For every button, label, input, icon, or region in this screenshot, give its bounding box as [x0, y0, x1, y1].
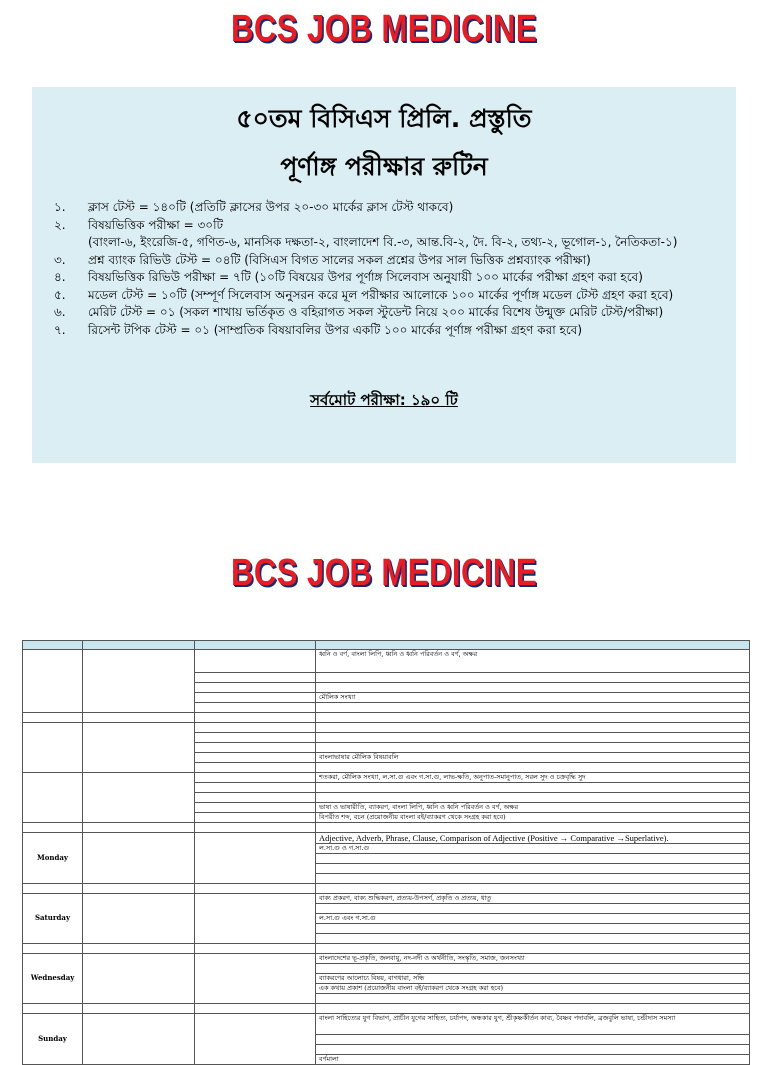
table-cell	[195, 753, 316, 763]
day-sunday: Sunday	[23, 1014, 83, 1065]
routine-table	[22, 640, 750, 1065]
table-cell	[23, 650, 83, 713]
table-row	[23, 944, 750, 954]
panel-title-line1: ৫০তম বিসিএস প্রিলি. প্রস্তুতি	[236, 104, 532, 133]
table-cell	[195, 733, 316, 743]
table-cell	[316, 673, 750, 683]
table-cell	[316, 904, 750, 914]
table-cell	[316, 641, 750, 650]
table-cell	[195, 823, 316, 833]
brand-banner-bottom: BCS JOB MEDICINE	[230, 552, 538, 594]
day-saturday: Saturday	[23, 894, 83, 944]
table-row	[23, 894, 750, 904]
table-cell	[195, 954, 316, 1004]
table-cell	[83, 641, 195, 650]
table-cell	[316, 1004, 750, 1014]
table-cell	[195, 1014, 316, 1065]
list-item: ৭. রিসেন্ট টপিক টেস্ট = ০১ (সাম্প্রতিক বিষয়াবলির উপর একটি ১০০ মার্কের পূর্ণাঙ্গ পরীক্ষা গ্রহণ করা হবে)	[54, 322, 583, 337]
table-row	[23, 833, 750, 844]
table-cell	[316, 783, 750, 793]
table-cell	[195, 894, 316, 944]
table-cell	[195, 803, 316, 813]
table-cell	[83, 1014, 195, 1065]
table-row	[23, 713, 750, 723]
table-cell: মৌলিক সংখ্যা	[316, 693, 750, 703]
table-cell	[195, 833, 316, 884]
table-cell	[195, 693, 316, 703]
table-cell: এক কথায় প্রকাশ (প্রয়োজনীয় বাংলা বই/ব্যাকরণ থেকে সংগ্রহ করা হবে)	[316, 984, 750, 994]
table-cell	[316, 944, 750, 954]
table-row	[23, 823, 750, 833]
table-row	[23, 1014, 750, 1035]
table-cell	[195, 703, 316, 713]
table-cell	[23, 641, 83, 650]
table-cell	[316, 1035, 750, 1045]
table-cell	[316, 823, 750, 833]
table-cell	[83, 954, 195, 1004]
table-cell	[23, 823, 83, 833]
table-cell	[83, 713, 195, 723]
table-cell	[316, 864, 750, 874]
list-item: ১. ক্লাস টেস্ট = ১৪০টি (প্রতিটি ক্লাসের উপর ২০-৩০ মার্কের ক্লাস টেস্ট থাকবে)	[54, 200, 454, 214]
table-cell	[23, 884, 83, 894]
table-cell	[195, 783, 316, 793]
table-cell	[195, 713, 316, 723]
table-cell	[195, 944, 316, 954]
table-cell	[316, 703, 750, 713]
table-cell	[195, 1004, 316, 1014]
table-cell	[316, 994, 750, 1004]
table-cell	[316, 743, 750, 753]
table-cell	[316, 854, 750, 864]
table-cell	[316, 713, 750, 723]
table-cell	[316, 1045, 750, 1055]
table-cell: ব্যাকরণের আলোচ্য বিষয়, বাগধারা, সন্ধি	[316, 974, 750, 984]
table-cell	[195, 723, 316, 733]
table-cell	[83, 650, 195, 713]
table-cell: বর্ণমালা	[316, 1055, 750, 1065]
table-cell	[195, 773, 316, 783]
table-cell	[316, 934, 750, 944]
table-row	[23, 723, 750, 733]
table-row	[23, 1004, 750, 1014]
list-item: ২. বিষয়ভিত্তিক পরীক্ষা = ৩০টি	[54, 217, 224, 232]
table-cell	[23, 944, 83, 954]
table-cell: Adjective, Adverb, Phrase, Clause, Comparison of Adjective (Positive → Comparative →Superlative).	[316, 833, 750, 844]
table-cell	[83, 1004, 195, 1014]
table-cell	[316, 763, 750, 773]
day-monday: Monday	[23, 833, 83, 884]
table-cell	[316, 924, 750, 934]
table-cell	[23, 773, 83, 823]
table-cell	[316, 884, 750, 894]
table-cell: ল.সা.গু এবং গ.সা.গু	[316, 914, 750, 924]
table-cell	[316, 683, 750, 693]
table-cell	[316, 733, 750, 743]
table-cell	[83, 894, 195, 944]
table-cell	[195, 813, 316, 823]
list-item: ৫. মডেল টেস্ট = ১০টি (সম্পূর্ণ সিলেবাস অনুসরন করে মূল পরীক্ষার আলোকে ১০০ মার্কের পূর্ণাঙ্গ মডেল টেস্ট গ্রহণ করা হবে)	[54, 287, 674, 302]
table-row	[23, 954, 750, 964]
table-row	[23, 884, 750, 894]
table-cell: বিপরীত শব্দ, বচন (প্রয়োজনীয় বাংলা বই/ব্যাকরণ থেকে সংগ্রহ করা হবে)	[316, 813, 750, 823]
table-cell: ধ্বনি ও বর্ণ, বাংলা লিপি, ধ্বনি ও ধ্বনি পরিবর্তন ও বর্ণ, অক্ষর	[316, 650, 750, 673]
table-cell: বাংলাভাষার মৌলিক বিষয়াবলি	[316, 753, 750, 763]
table-cell	[195, 673, 316, 683]
total-exams: সর্বমোট পরীক্ষা: ১৯০ টি	[310, 391, 458, 409]
table-cell	[316, 874, 750, 884]
table-cell	[195, 743, 316, 753]
brand-banner-top: BCS JOB MEDICINE	[230, 8, 538, 50]
list-item: ৬. মেরিট টেস্ট = ০১ (সকল শাখায় ভর্তিকৃত ও বহিরাগত সকল স্টুডেন্ট নিয়ে ২০০ মার্কের বিশেষ উন্মুক্ত মেরিট টেস্ট/পরীক্ষা)	[54, 305, 664, 319]
table-row	[23, 773, 750, 783]
list-item: ৪. বিষয়ভিত্তিক রিভিউ পরীক্ষা = ৭টি (১০টি বিষয়ের উপর পূর্ণাঙ্গ সিলেবাস অনুযায়ী ১০০ মার্কের পরীক্ষা গ্রহণ করা হবে)	[54, 270, 643, 284]
exam-list	[54, 199, 734, 339]
table-cell: বাংলাদেশের ভূ-প্রকৃতি, জলবায়ু, নদ-নদী ও অর্থনীতি, সংস্কৃতি, সমাজ, জনসংখ্যা	[316, 954, 750, 964]
table-cell	[23, 713, 83, 723]
table-cell	[195, 683, 316, 693]
table-cell	[83, 823, 195, 833]
table-cell	[23, 723, 83, 773]
table-cell	[83, 723, 195, 773]
table-cell: ভাষা ও ভাষারীতি, ব্যাকরণ, বাংলা লিপি, ধ্বনি ও ধ্বনি পরিবর্তন ও বর্ণ, অক্ষর	[316, 803, 750, 813]
table-cell	[316, 793, 750, 803]
table-cell	[83, 833, 195, 884]
table-cell	[83, 884, 195, 894]
table-cell: বাক্য প্রকরণ, বাক্য শুদ্ধিকরণ, প্রত্যয়-উপসর্গ, প্রকৃতি ও প্রত্যয়, ধাতু	[316, 894, 750, 904]
table-cell	[195, 650, 316, 673]
table-cell	[195, 641, 316, 650]
list-item: ৩. প্রশ্ন ব্যাংক রিভিউ টেস্ট = ০৪টি (বিসিএস বিগত সালের সকল প্রশ্নের উপর সাল ভিত্তিক প্রশ্নব্যাংক পরীক্ষা)	[54, 252, 591, 267]
list-item-breakdown: (বাংলা-৬, ইংরেজি-৫, গণিত-৬, মানসিক দক্ষতা-২, বাংলাদেশ বি.-৩, আন্ত.বি-২, দৈ. বি-২, তথ্য-২, ভূগোল-১, নৈতিকতা-১)	[88, 235, 678, 249]
table-cell	[23, 1004, 83, 1014]
table-row	[23, 650, 750, 673]
table-cell	[83, 773, 195, 823]
table-cell: শতকরা, মৌলিক সংখ্যা, ল.সা.গু এবং গ.সা.গু, লাভ-ক্ষতি, অনুপাত-সমানুপাত, সরল সুদ ও চক্রবৃদ্ধি সুদ	[316, 773, 750, 783]
table-cell	[195, 793, 316, 803]
table-cell	[195, 884, 316, 894]
panel-title-line2: পূর্ণাঙ্গ পরীক্ষার রুটিন	[280, 152, 488, 181]
day-wednesday: Wednesday	[23, 954, 83, 1004]
exam-routine-panel	[32, 87, 736, 463]
table-cell	[195, 763, 316, 773]
table-cell	[83, 944, 195, 954]
table-cell	[316, 723, 750, 733]
table-cell: বাংলা সাহিত্যের যুগ বিভাগ, প্রাচীন যুগের সাহিত্য, চর্যাপদ, অন্ধকার যুগ, শ্রীকৃষ্ণকীর্তন কাব্য, বৈষ্ণব পদাবলি, ব্রজবুলি ভাষা, চন্ডীদাস সমস্যা	[316, 1014, 750, 1035]
table-header-row	[23, 641, 750, 650]
table-cell	[316, 964, 750, 974]
table-cell: ল.সা.গু ও গ.সা.গু	[316, 844, 750, 854]
